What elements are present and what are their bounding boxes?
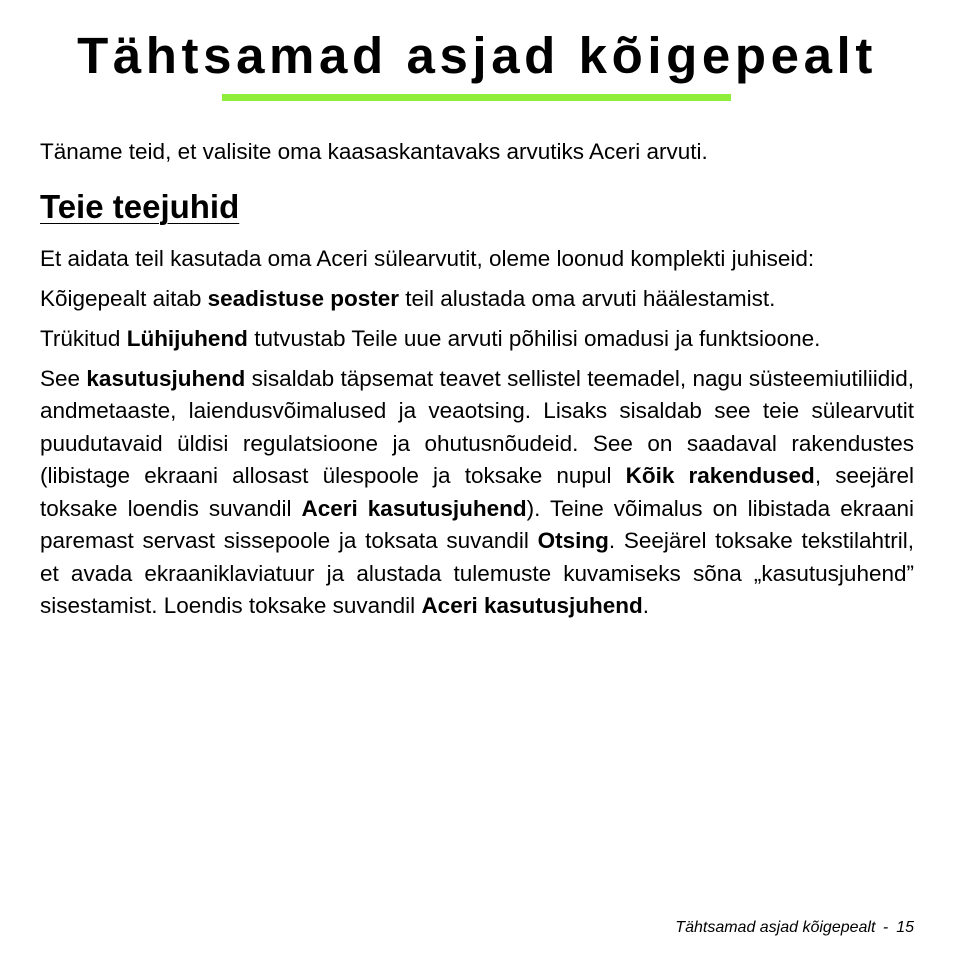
- text-run: sisaldab täpsemat teavet sellistel teemadel, nagu süsteemiutiliidid, andmetaaste, laiendusvõimalused ja veaotsing. Lisaks sisaldab see teie sülearvutit puudutavaid üldisi regulatsioone ja ohutusnõudeid. See on saadaval rakendustes (libistage ekraani allosast ülespoole ja toksake nupul: [40, 365, 914, 488]
- text-run: .: [642, 593, 650, 618]
- footer-separator: -: [882, 919, 889, 936]
- text-run: . Seejärel toksake tekstilahtril, et avada ekraaniklaviatuur ja alustada tulemuste kuvamiseks sõna „kasutusjuhend” sisestamist. Loendis toksake suvandil: [40, 528, 914, 618]
- quick-guide-paragraph: [40, 323, 914, 356]
- footer-chapter-title: Tähtsamad asjad kõigepealt: [675, 919, 876, 936]
- text-run: ). Teine võimalus on libistada ekraani paremast servast sissepoole ja toksata suvandil: [40, 495, 914, 553]
- bold-term-user-manual: kasutusjuhend: [86, 365, 246, 391]
- user-manual-paragraph: [40, 363, 914, 623]
- page-title: Tähtsamad asjad kõigepealt: [77, 27, 877, 84]
- text-run: teil alustada oma arvuti häälestamist.: [398, 285, 776, 311]
- page-content: [40, 136, 914, 623]
- guides-intro-paragraph: Et aidata teil kasutada oma Aceri sülearvutit, oleme loonud komplekti juhiseid:: [40, 245, 815, 271]
- section-heading: [40, 187, 914, 227]
- text-run: Trükitud: [40, 325, 127, 351]
- bold-term-quick-guide: Lühijuhend: [126, 325, 248, 351]
- bold-term-acer-user-manual: Aceri kasutusjuhend: [301, 495, 527, 521]
- bold-term-all-apps: Kõik rakendused: [625, 463, 815, 488]
- text-run: tutvustab Teile uue arvuti põhilisi omadusi ja funktsioone.: [247, 325, 821, 351]
- page-number: 15: [896, 919, 914, 936]
- bold-term-setup-poster: seadistuse poster: [207, 285, 399, 311]
- title-accent-bar: [222, 94, 731, 101]
- text-run: See: [40, 365, 87, 391]
- text-run: Kõigepealt aitab: [40, 285, 208, 311]
- setup-poster-paragraph: [40, 283, 914, 316]
- text-run: , seejärel toksake loendis suvandil: [40, 463, 915, 521]
- section-heading-text: Teie teejuhid: [40, 187, 240, 225]
- bold-term-search: Otsing: [537, 528, 609, 553]
- intro-paragraph: Täname teid, et valisite oma kaasaskantavaks arvutiks Aceri arvuti.: [40, 139, 708, 164]
- page-footer: [675, 918, 914, 938]
- bold-term-acer-user-manual: Aceri kasutusjuhend: [421, 593, 643, 618]
